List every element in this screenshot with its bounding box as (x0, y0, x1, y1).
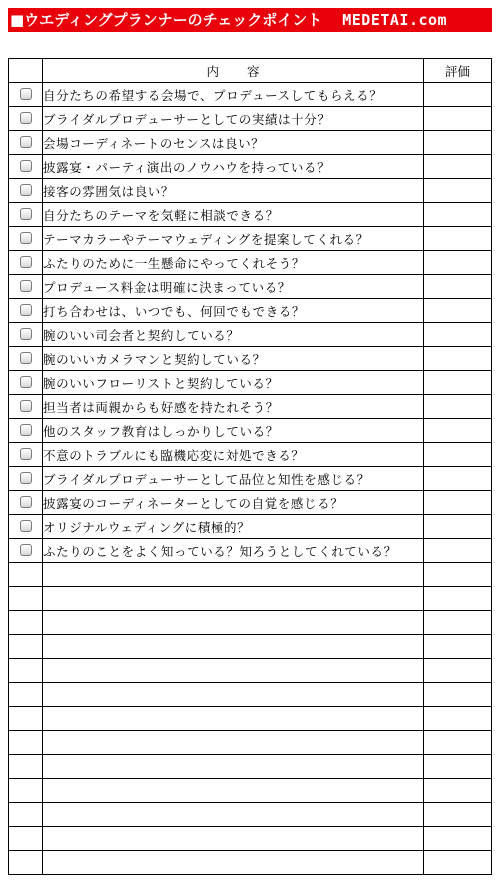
check-cell (9, 779, 43, 803)
table-row (9, 323, 492, 347)
table-row (9, 587, 492, 611)
check-cell (9, 251, 43, 275)
check-cell (9, 587, 43, 611)
table-row (9, 803, 492, 827)
item-text: 披露宴のコーディネーターとしての自覚を感じる？ (43, 491, 424, 515)
check-cell (9, 275, 43, 299)
evaluation-cell[interactable] (424, 683, 492, 707)
table-row (9, 299, 492, 323)
evaluation-cell[interactable] (424, 419, 492, 443)
table-row (9, 371, 492, 395)
item-text (43, 635, 424, 659)
item-checkbox[interactable] (20, 472, 32, 484)
check-cell (9, 323, 43, 347)
table-row (9, 131, 492, 155)
item-checkbox[interactable] (20, 280, 32, 292)
item-checkbox[interactable] (20, 352, 32, 364)
item-text (43, 755, 424, 779)
table-row (9, 203, 492, 227)
table-row (9, 443, 492, 467)
item-text: テーマカラーやテーマウェディングを提案してくれる？ (43, 227, 424, 251)
evaluation-cell[interactable] (424, 299, 492, 323)
item-text: ふたりのために一生懸命にやってくれそう？ (43, 251, 424, 275)
check-cell (9, 491, 43, 515)
table-row (9, 707, 492, 731)
check-cell (9, 611, 43, 635)
item-text (43, 659, 424, 683)
table-row (9, 563, 492, 587)
table-row (9, 491, 492, 515)
evaluation-cell[interactable] (424, 707, 492, 731)
item-text (43, 707, 424, 731)
item-text (43, 731, 424, 755)
table-row (9, 851, 492, 875)
check-cell (9, 683, 43, 707)
evaluation-cell[interactable] (424, 779, 492, 803)
evaluation-cell[interactable] (424, 539, 492, 563)
item-text: 担当者は両親からも好感を持たれそう？ (43, 395, 424, 419)
checklist-table (8, 58, 492, 875)
evaluation-cell[interactable] (424, 251, 492, 275)
evaluation-cell[interactable] (424, 83, 492, 107)
table-row (9, 755, 492, 779)
item-checkbox[interactable] (20, 256, 32, 268)
evaluation-cell[interactable] (424, 635, 492, 659)
item-checkbox[interactable] (20, 496, 32, 508)
check-cell (9, 851, 43, 875)
table-row (9, 659, 492, 683)
item-checkbox[interactable] (20, 424, 32, 436)
item-text (43, 779, 424, 803)
table-row (9, 539, 492, 563)
table-row (9, 827, 492, 851)
evaluation-cell[interactable] (424, 443, 492, 467)
item-text: 自分たちの希望する会場で、プロデュースしてもらえる？ (43, 83, 424, 107)
site-brand: MEDETAI.com (342, 11, 448, 29)
table-header-row (9, 59, 492, 83)
table-row (9, 419, 492, 443)
table-row (9, 611, 492, 635)
table-row (9, 107, 492, 131)
item-checkbox[interactable] (20, 400, 32, 412)
evaluation-cell[interactable] (424, 227, 492, 251)
evaluation-cell[interactable] (424, 827, 492, 851)
table-row (9, 275, 492, 299)
table-row (9, 347, 492, 371)
item-checkbox[interactable] (20, 112, 32, 124)
check-cell (9, 179, 43, 203)
check-cell (9, 371, 43, 395)
item-text (43, 851, 424, 875)
table-row (9, 179, 492, 203)
item-text: プロデュース料金は明確に決まっている？ (43, 275, 424, 299)
item-text: 腕のいいカメラマンと契約している？ (43, 347, 424, 371)
evaluation-cell[interactable] (424, 395, 492, 419)
evaluation-cell[interactable] (424, 107, 492, 131)
page-title: ■ウエディングプランナーのチェックポイント (10, 11, 323, 29)
item-text (43, 803, 424, 827)
item-text: 接客の雰囲気は良い？ (43, 179, 424, 203)
item-checkbox[interactable] (20, 88, 32, 100)
item-text (43, 611, 424, 635)
header-content: 内 容 (43, 59, 424, 83)
check-cell (9, 227, 43, 251)
item-text: 他のスタッフ教育はしっかりしている？ (43, 419, 424, 443)
item-text: 打ち合わせは、いつでも、何回でもできる？ (43, 299, 424, 323)
evaluation-cell[interactable] (424, 155, 492, 179)
item-text: ふたりのことをよく知っている？知ろうとしてくれている？ (43, 539, 424, 563)
item-text: 腕のいい司会者と契約している？ (43, 323, 424, 347)
evaluation-cell[interactable] (424, 491, 492, 515)
evaluation-cell[interactable] (424, 587, 492, 611)
check-cell (9, 443, 43, 467)
check-cell (9, 563, 43, 587)
table-row (9, 779, 492, 803)
evaluation-cell[interactable] (424, 611, 492, 635)
item-text: 自分たちのテーマを気軽に相談できる？ (43, 203, 424, 227)
check-cell (9, 731, 43, 755)
evaluation-cell[interactable] (424, 131, 492, 155)
item-checkbox[interactable] (20, 160, 32, 172)
evaluation-cell[interactable] (424, 659, 492, 683)
check-cell (9, 131, 43, 155)
item-text: ブライダルプロデューサーとして品位と知性を感じる？ (43, 467, 424, 491)
table-row (9, 251, 492, 275)
evaluation-cell[interactable] (424, 371, 492, 395)
item-text (43, 587, 424, 611)
check-cell (9, 515, 43, 539)
evaluation-cell[interactable] (424, 179, 492, 203)
check-cell (9, 395, 43, 419)
check-cell (9, 635, 43, 659)
evaluation-cell[interactable] (424, 851, 492, 875)
item-checkbox[interactable] (20, 232, 32, 244)
evaluation-cell[interactable] (424, 347, 492, 371)
check-cell (9, 83, 43, 107)
item-text: 不意のトラブルにも臨機応変に対処できる？ (43, 443, 424, 467)
item-text: 会場コーディネートのセンスは良い？ (43, 131, 424, 155)
header-evaluation: 評価 (424, 59, 492, 83)
evaluation-cell[interactable] (424, 467, 492, 491)
item-text: オリジナルウェディングに積極的？ (43, 515, 424, 539)
item-checkbox[interactable] (20, 304, 32, 316)
item-text: 腕のいいフローリストと契約している？ (43, 371, 424, 395)
check-cell (9, 299, 43, 323)
evaluation-cell[interactable] (424, 803, 492, 827)
item-checkbox[interactable] (20, 208, 32, 220)
item-checkbox[interactable] (20, 376, 32, 388)
check-cell (9, 155, 43, 179)
check-cell (9, 539, 43, 563)
table-row (9, 83, 492, 107)
evaluation-cell[interactable] (424, 323, 492, 347)
table-row (9, 395, 492, 419)
check-cell (9, 827, 43, 851)
table-row (9, 635, 492, 659)
item-checkbox[interactable] (20, 520, 32, 532)
evaluation-cell[interactable] (424, 203, 492, 227)
item-checkbox[interactable] (20, 328, 32, 340)
evaluation-cell[interactable] (424, 731, 492, 755)
check-cell (9, 467, 43, 491)
item-text: ブライダルプロデューサーとしての実績は十分？ (43, 107, 424, 131)
item-checkbox[interactable] (20, 136, 32, 148)
table-row (9, 731, 492, 755)
item-text (43, 563, 424, 587)
table-row (9, 467, 492, 491)
check-cell (9, 107, 43, 131)
evaluation-cell[interactable] (424, 515, 492, 539)
item-checkbox[interactable] (20, 448, 32, 460)
check-cell (9, 803, 43, 827)
evaluation-cell[interactable] (424, 563, 492, 587)
evaluation-cell[interactable] (424, 755, 492, 779)
item-checkbox[interactable] (20, 184, 32, 196)
item-text: 披露宴・パーティ演出のノウハウを持っている？ (43, 155, 424, 179)
check-cell (9, 659, 43, 683)
header-check-cell (9, 59, 43, 83)
page-title-bar (8, 8, 492, 32)
check-cell (9, 755, 43, 779)
check-cell (9, 419, 43, 443)
item-text (43, 827, 424, 851)
table-row (9, 683, 492, 707)
table-row (9, 155, 492, 179)
check-cell (9, 203, 43, 227)
item-text (43, 683, 424, 707)
table-row (9, 227, 492, 251)
evaluation-cell[interactable] (424, 275, 492, 299)
item-checkbox[interactable] (20, 544, 32, 556)
table-row (9, 515, 492, 539)
check-cell (9, 707, 43, 731)
check-cell (9, 347, 43, 371)
